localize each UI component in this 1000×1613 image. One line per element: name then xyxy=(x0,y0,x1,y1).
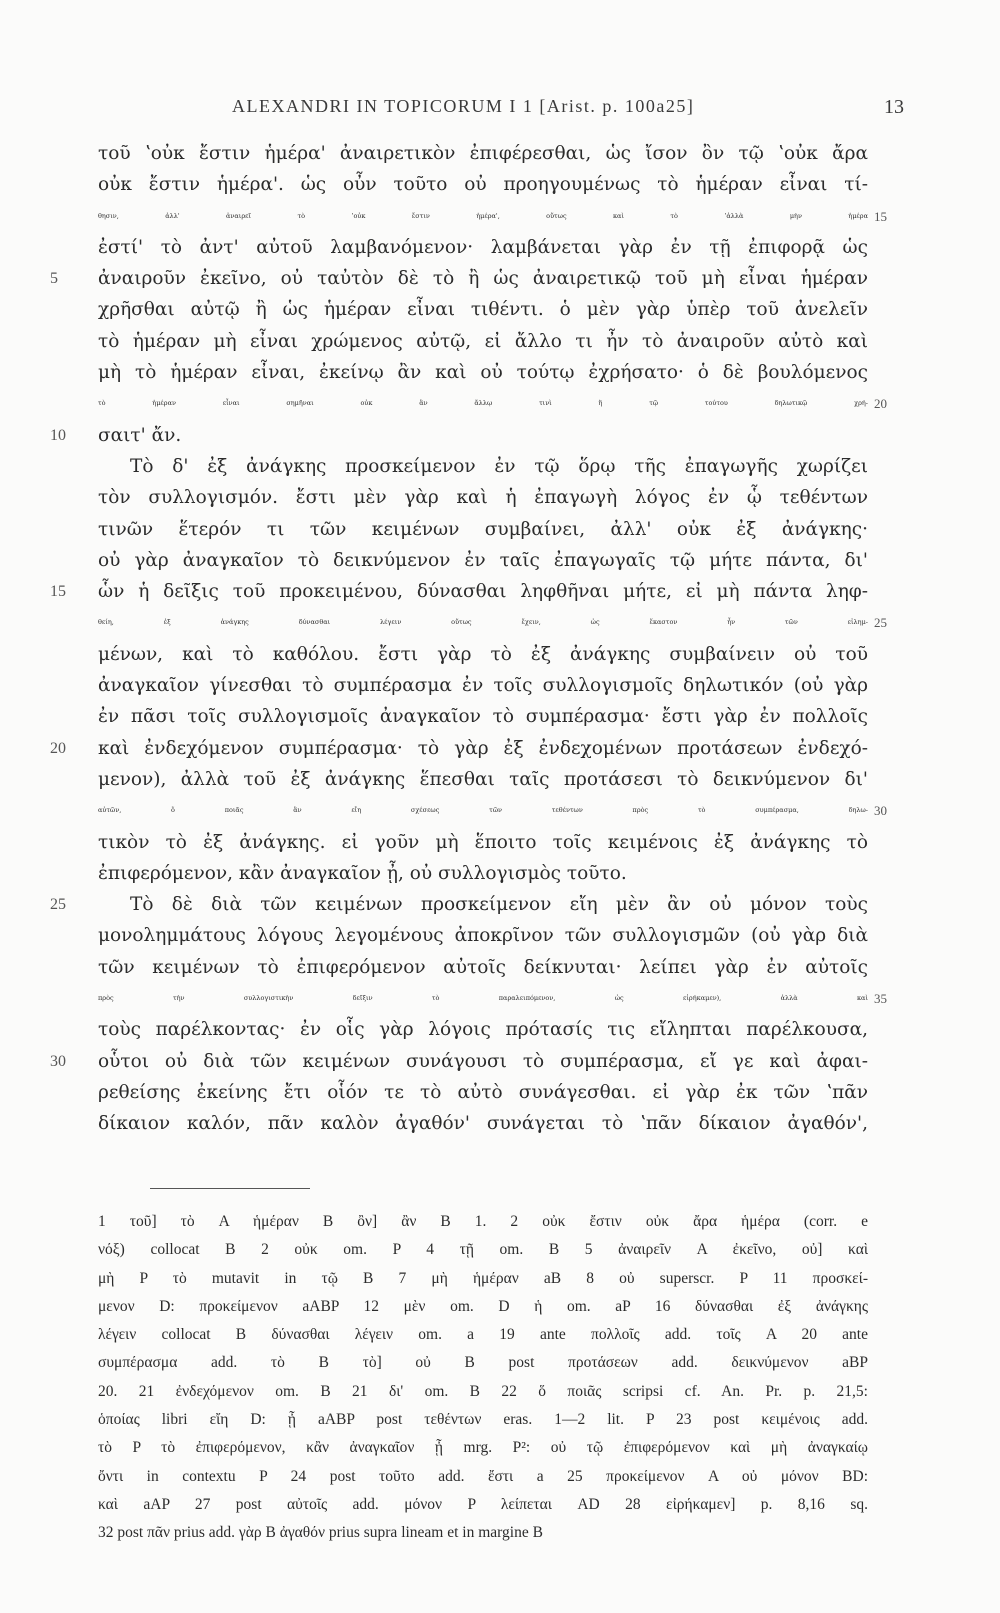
apparatus-line: μὴ P τὸ mutavit in τῷ B 7 μὴ ἡμέραν aB 8 οὐ superscr. P 11 προσκεί- xyxy=(98,1269,868,1287)
text-line-content: θείη, ἐξ ἀνάγκης δύνασθαι λέγειν οὕτως ἔχειν, ὡς ἕκαστον ἦν τῶν εἰλημ- xyxy=(98,618,868,627)
text-line-content: ὧν ἡ δεῖξις τοῦ προκειμένου, δύνασθαι ληφθῆναι μήτε, εἰ μὴ πάντα ληφ- xyxy=(98,581,868,603)
text-line xyxy=(98,232,868,263)
line-number: 5 xyxy=(50,270,58,288)
text-line-content: ἀναγκαῖον γίνεσθαι τὸ συμπέρασμα ἐν τοῖς συλλογισμοῖς δηλωτικόν (οὐ γὰρ xyxy=(98,675,868,697)
apparatus-line: νόξ) collocat B 2 οὐκ om. P 4 τῇ om. B 5 ἀναιρεῖν A ἐκεῖνο, οὐ] καὶ xyxy=(98,1241,868,1259)
reference-line-number: 15 xyxy=(874,208,887,224)
apparatus-line: τὸ P τὸ ἐπιφερόμενον, κἂν ἀναγκαῖον ᾖ mrg. P²: οὐ τῷ ἐπιφερόμενον καὶ μὴ ἀναγκαίῳ xyxy=(98,1439,868,1457)
text-line-content: μὴ τὸ ἡμέραν εἶναι, ἐκείνῳ ἂν καὶ οὐ τούτῳ ἐχρήσατο· ὁ δὲ βουλόμενος xyxy=(98,362,868,384)
text-line xyxy=(98,1077,868,1108)
text-line-content: ἐπιφερόμενον, κἂν ἀναγκαῖον ᾖ, οὐ συλλογισμὸς τοῦτο. xyxy=(98,862,627,884)
text-line-content: τὸν συλλογισμόν. ἔστι μὲν γὰρ καὶ ἡ ἐπαγωγὴ λόγος ἐν ᾧ τεθέντων xyxy=(98,487,868,509)
text-line-content: τοὺς παρέλκοντας· ἐν οἷς γὰρ λόγοις πρότασίς τις εἴληπται παρέλκουσα, xyxy=(98,1019,868,1041)
text-line xyxy=(98,858,868,889)
reference-line-number: 20 xyxy=(874,396,887,412)
text-line xyxy=(98,827,868,858)
apparatus-line: μενον D: προκείμενον aABP 12 μὲν om. D ἡ om. aP 16 δύνασθαι ἐξ ἀνάγκης xyxy=(98,1297,868,1315)
apparatus-line: ὄντι in contextu P 24 post τοῦτο add. ἔστι a 25 προκείμενον A οὐ μόνον BD: xyxy=(98,1467,868,1485)
page-number: 13 xyxy=(884,96,904,118)
text-line xyxy=(98,607,887,638)
text-line xyxy=(50,263,868,294)
text-line-content: αὐτῶν, ὅ ποιᾶς ἂν εἴη σχέσεως τῶν τεθέντων πρὸς τὸ συμπέρασμα, δηλω- xyxy=(98,806,868,815)
text-line-content: μενον), ἀλλὰ τοῦ ἐξ ἀνάγκης ἕπεσθαι ταῖς προτάσεσι τὸ δεικνύμενον δι' xyxy=(98,768,868,790)
line-number: 20 xyxy=(50,739,66,757)
text-line xyxy=(50,420,868,451)
text-line xyxy=(98,201,887,232)
apparatus-line: 20. 21 ἐνδεχόμενον om. B 21 δι' om. B 22 ὅ ποιᾶς scripsi cf. An. Pr. p. 21,5: xyxy=(98,1382,868,1400)
text-line-content: ἐν πᾶσι τοῖς συλλογισμοῖς ἀναγκαῖον τὸ συμπέρασμα· ἔστι γὰρ ἐν πολλοῖς xyxy=(98,706,868,728)
apparatus-line: 32 post πᾶν prius add. γὰρ B ἀγαθόν prius supra lineam et in margine B xyxy=(98,1524,543,1542)
line-number: 25 xyxy=(50,896,66,914)
text-line xyxy=(98,701,868,732)
text-line xyxy=(98,639,868,670)
text-line-content: τοῦ ʽοὐκ ἔστιν ἡμέρα' ἀναιρετικὸν ἐπιφέρεσθαι, ὡς ἴσον ὂν τῷ ʽοὐκ ἄρα xyxy=(98,143,868,164)
text-line xyxy=(98,545,868,576)
line-number: 30 xyxy=(50,1052,66,1070)
footnote-rule xyxy=(150,1188,310,1189)
apparatus-line: λέγειν collocat B δύνασθαι λέγειν om. a 19 ante πολλοῖς add. τοῖς A 20 ante xyxy=(98,1326,868,1344)
text-line xyxy=(98,983,887,1014)
text-line xyxy=(98,482,868,513)
text-line xyxy=(98,1108,868,1139)
text-line xyxy=(98,795,887,826)
text-line xyxy=(98,952,868,983)
text-line xyxy=(50,733,868,764)
text-line-content: ρεθείσης ἐκείνης ἔτι οἷόν τε τὸ αὐτὸ συνάγεσθαι. εἰ γὰρ ἐκ τῶν ʽπᾶν xyxy=(98,1081,868,1103)
text-line-content: δίκαιον καλόν, πᾶν καλὸν ἀγαθόν' συνάγεται τὸ ʽπᾶν δίκαιον ἀγαθόν', xyxy=(98,1113,868,1135)
text-line-content: ἐστί' τὸ ἀντ' αὐτοῦ λαμβανόμενον· λαμβάνεται γὰρ ἐν τῇ ἐπιφορᾷ ὡς xyxy=(98,236,868,258)
text-line xyxy=(98,388,887,419)
text-line xyxy=(98,169,868,200)
text-line-content: τὸ ἡμέραν μὴ εἶναι χρώμενος αὐτῷ, εἰ ἄλλο τι ἦν τὸ ἀναιροῦν αὐτὸ καὶ xyxy=(98,330,868,352)
text-line-content: καὶ ἐνδεχόμενον συμπέρασμα· τὸ γὰρ ἐξ ἐνδεχομένων προτάσεων ἐνδεχό- xyxy=(98,737,868,759)
text-line xyxy=(50,576,868,607)
text-line xyxy=(98,357,868,388)
text-line-content: τινῶν ἕτερόν τι τῶν κειμένων συμβαίνει, ἀλλ' οὐκ ἐξ ἀνάγκης· xyxy=(98,518,868,540)
line-number: 10 xyxy=(50,426,66,444)
text-line-content: μένων, καὶ τὸ καθόλου. ἔστι γὰρ τὸ ἐξ ἀνάγκης συμβαίνειν οὐ τοῦ xyxy=(98,643,868,665)
text-line xyxy=(98,138,868,169)
text-line-content: τὸ ἡμέραν εἶναι σημῆναι οὐκ ἂν ἄλλῳ τινὶ ἢ τῷ τούτου δηλωτικῷ χρή- xyxy=(98,399,868,408)
reference-line-number: 35 xyxy=(874,991,887,1007)
text-line-content: οὐκ ἔστιν ἡμέρα'. ὡς οὖν τοῦτο οὐ προηγουμένως τὸ ἡμέραν εἶναι τί- xyxy=(98,174,868,196)
text-line xyxy=(98,670,868,701)
text-line-content: Τὸ δὲ διὰ τῶν κειμένων προσκείμενον εἴη μὲν ἂν οὐ μόνον τοὺς xyxy=(130,894,868,916)
text-line xyxy=(130,451,868,482)
apparatus-line: καὶ aAP 27 post αὐτοῖς add. μόνον P λείπεται AD 28 εἰρήκαμεν] p. 8,16 sq. xyxy=(98,1495,868,1513)
text-line xyxy=(50,889,868,920)
text-line-content: ἀναιροῦν ἐκεῖνο, οὐ ταὐτὸν δὲ τὸ ἢ ὡς ἀναιρετικῷ τοῦ μὴ εἶναι ἡμέραν xyxy=(98,268,868,290)
text-line-content: σαιτ' ἄν. xyxy=(98,424,182,446)
reference-line-number: 25 xyxy=(874,615,887,631)
text-line-content: οὐ γὰρ ἀναγκαῖον τὸ δεικνύμενον ἐν ταῖς ἐπαγωγαῖς τῷ μήτε πάντα, δι' xyxy=(98,549,868,571)
text-line xyxy=(98,764,868,795)
text-line-content: Τὸ δ' ἐξ ἀνάγκης προσκείμενον ἐν τῷ ὅρῳ τῆς ἐπαγωγῆς χωρίζει xyxy=(130,455,868,477)
text-line-content: θησιν, ἀλλ' ἀναιρεῖ τὸ ʽοὐκ ἔστιν ἡμέρα', οὕτως καὶ τὸ ʽἀλλὰ μὴν ἡμέρα xyxy=(98,211,868,220)
text-line xyxy=(98,514,868,545)
text-line-content: πρὸς τὴν συλλογιστικὴν δεῖξιν τὸ παραλειπόμενον, ὡς εἰρήκαμεν), ἀλλὰ καὶ xyxy=(98,994,868,1003)
text-line xyxy=(98,920,868,951)
running-header xyxy=(92,96,904,130)
reference-line-number: 30 xyxy=(874,803,887,819)
text-line-content: μονολημμάτους λόγους λεγομένους ἀποκρῖνον τῶν συλλογισμῶν (οὐ γὰρ διὰ xyxy=(98,925,868,947)
text-line-content: οὗτοι οὐ διὰ τῶν κειμένων συνάγουσι τὸ συμπέρασμα, εἴ γε καὶ ἀφαι- xyxy=(98,1050,868,1072)
apparatus-line: ὁποίας libri εἴη D: ᾖ aABP post τεθέντων eras. 1—2 lit. P 23 post κειμένοις add. xyxy=(98,1411,868,1429)
line-number: 15 xyxy=(50,583,66,601)
text-line-content: τῶν κειμένων τὸ ἐπιφερόμενον αὐτοῖς δείκνυται· λείπει γὰρ ἐν αὐτοῖς xyxy=(98,956,868,978)
text-line-content: χρῆσθαι αὐτῷ ἢ ὡς ἡμέραν εἶναι τιθέντι. ὁ μὲν γὰρ ὑπὲρ τοῦ ἀνελεῖν xyxy=(98,299,868,321)
main-text xyxy=(50,138,904,1140)
text-line xyxy=(98,326,868,357)
text-line xyxy=(98,294,868,325)
text-line xyxy=(98,1014,868,1045)
apparatus-line: 1 τοῦ] τὸ A ἡμέραν B ὂν] ἂν B 1. 2 οὐκ ἔστιν οὐκ ἄρα ἡμέρα (corr. e xyxy=(98,1213,868,1230)
apparatus-line: συμπέρασμα add. τὸ B τὸ] οὐ B post προτάσεων add. δεικνύμενον aBP xyxy=(98,1354,868,1372)
critical-apparatus xyxy=(92,1208,904,1548)
text-line xyxy=(50,1046,868,1077)
text-line-content: τικὸν τὸ ἐξ ἀνάγκης. εἰ γοῦν μὴ ἕποιτο τοῖς κειμένοις ἐξ ἀνάγκης τὸ xyxy=(98,831,868,853)
running-title: ALEXANDRI IN TOPICORUM I 1 [Arist. p. 100a25] xyxy=(232,96,695,116)
